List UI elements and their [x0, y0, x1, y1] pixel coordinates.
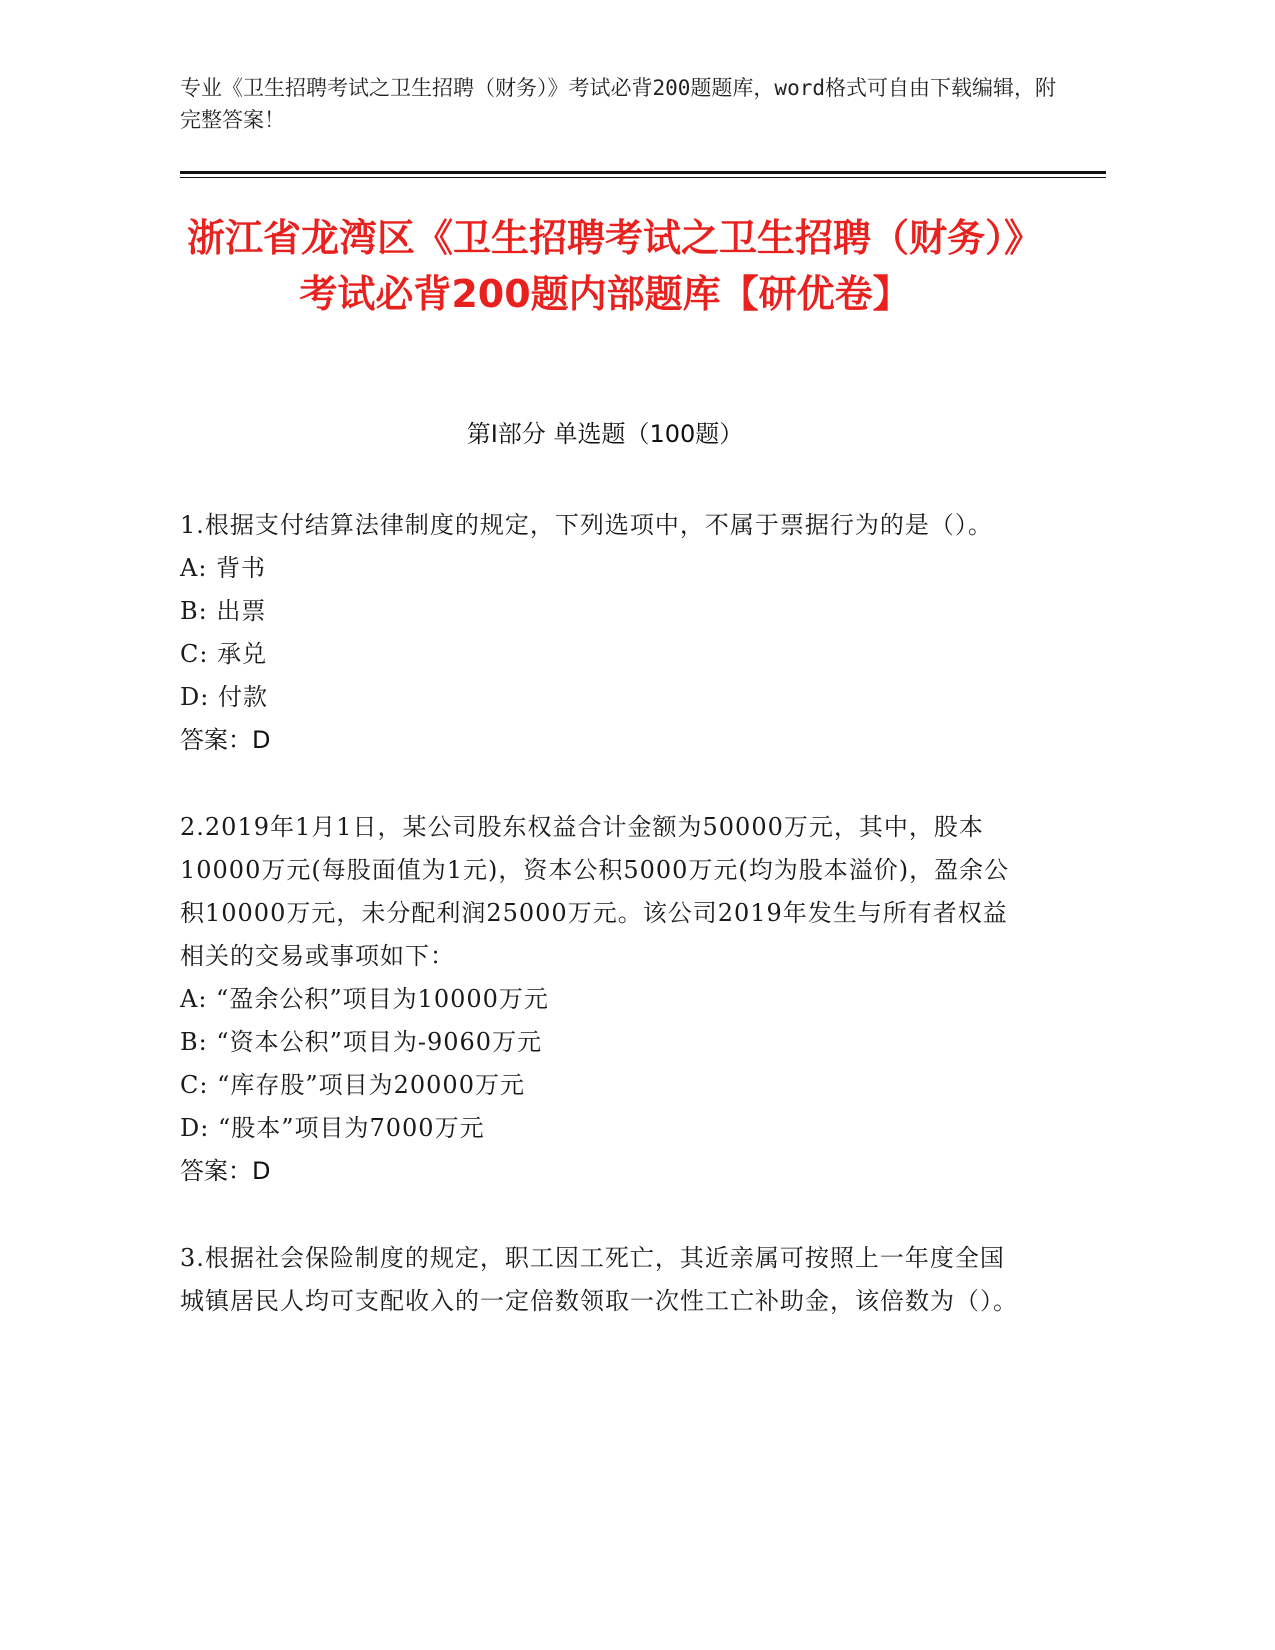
header-rule-thin: [180, 177, 1106, 178]
option-c: C: “库存股”项目为20000万元: [180, 1071, 525, 1099]
option-list: [180, 978, 1020, 1150]
answer: 答案：D: [180, 1157, 271, 1185]
document-title: 浙江省龙湾区《卫生招聘考试之卫生招聘（财务）》考试必背200题内部题库【研优卷】: [186, 216, 1023, 316]
question-1: [180, 504, 1020, 762]
question-2: [180, 806, 1020, 1193]
option-d: D: 付款: [180, 683, 268, 711]
option-a: A: 背书: [180, 554, 267, 582]
header-rule-thick: [180, 171, 1106, 174]
option-a: A: “盈余公积”项目为10000万元: [180, 985, 549, 1013]
option-list: [180, 547, 1020, 719]
section-heading: 第I部分 单选题（100题）: [466, 420, 744, 448]
question-stem: 3.根据社会保险制度的规定，职工因工死亡，其近亲属可按照上一年度全国城镇居民人均可支配收入的一定倍数领取一次性工亡补助金，该倍数为（）。: [180, 1244, 1018, 1315]
option-c: C: 承兑: [180, 640, 268, 668]
option-d: D: “股本”项目为7000万元: [180, 1114, 485, 1142]
option-b: B: 出票: [180, 597, 267, 625]
answer: 答案：D: [180, 726, 271, 754]
question-list: [180, 504, 1020, 1367]
header-note: 专业《卫生招聘考试之卫生招聘（财务）》考试必背200题题库，word格式可自由下载编辑，附完整答案！: [180, 76, 1056, 132]
option-b: B: “资本公积”项目为-9060万元: [180, 1028, 543, 1056]
question-3: [180, 1237, 1020, 1323]
question-stem: 1.根据支付结算法律制度的规定，下列选项中，不属于票据行为的是（）。: [180, 511, 993, 539]
question-stem: 2.2019年1月1日，某公司股东权益合计金额为50000万元，其中，股本10000万元(每股面值为1元)，资本公积5000万元(均为股本溢价)，盈余公积10000万元，未分配利润25000万元。该公司2019年发生与所有者权益相关的交易或事项如下：: [180, 813, 1010, 970]
